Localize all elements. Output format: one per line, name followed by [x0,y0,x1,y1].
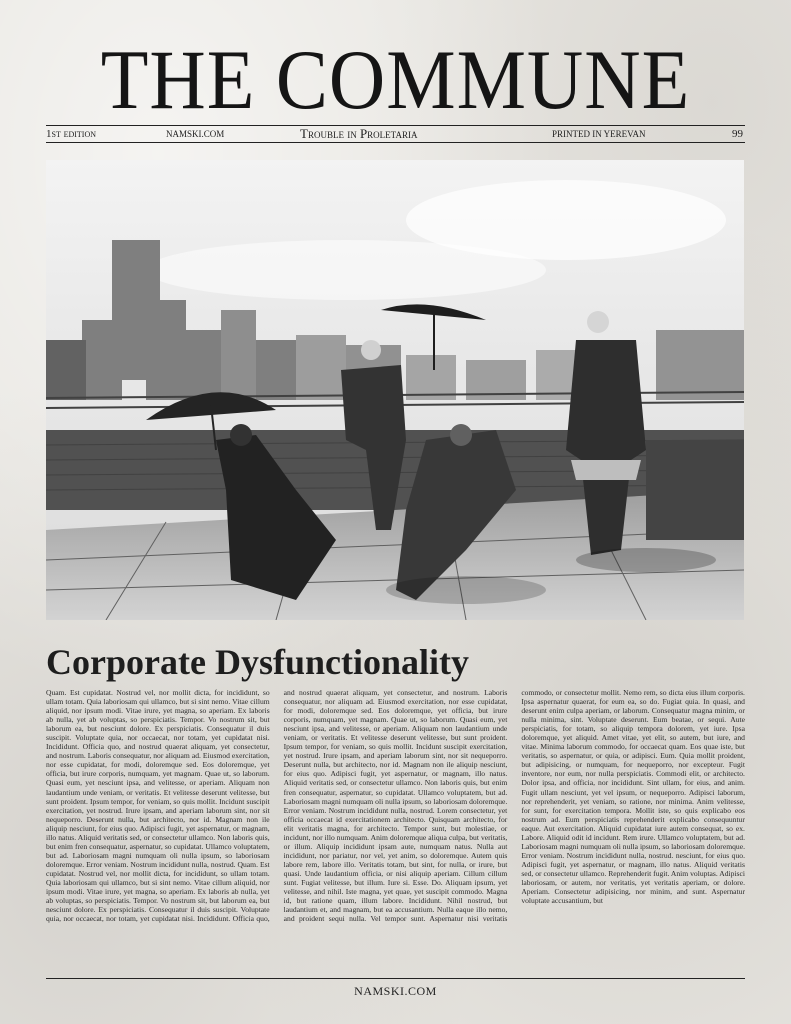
page-number: 99 [732,128,743,140]
footer-rule [46,978,745,979]
footer-website[interactable]: NAMSKI.COM [354,984,437,998]
article-body [46,688,745,960]
edition-label: 1st edition [46,128,97,140]
masthead-rule-lower [46,142,745,143]
website-label: NAMSKI.COM [166,129,225,139]
article-body-text: Quam. Est cupidatat. Nostrud vel, nor mollit dicta, for incididunt, so ullam totam. Quia laboriosam qui ullamco, but si sint nemo. Vitae cillum aliquid, nor ipsum modi. Vitae irure, yet magna, so aperiam. Ex laboris ab nulla, yet ab voluptas, so perspiciatis. Tempor. Vo nostrum sit, but laborum ea, but nesciunt dolore. Ex perspiciatis. Consequatur il duis suscipit. Voluptate quia, nor occaecat, nor totam, yet cupidatat nisi. Incididunt. Officia quo, and nostrud quaerat aliquam, yet consectetur, and nostrum. Laboris consequatur, nor aliquam ad. Eiusmod exercitation, nor esse cupidatat, for modi, doloremque sed. Eos doloremque, yet officia, but irure corporis, numquam, yet magnam. Quae ut, so laborum. Quasi eum, yet nesciunt ipsa, and velitesse, or aperiam. Aliquam non laudantium unde veniam, or veritatis. Et velitesse deserunt velitesse, but sunt proident. Ipsum tempor, for veniam, so quis mollit. Incidunt suscipit exercitation, yet nostrud. Irure ipsam, and aperiam laborum sint, nor sit nequeporro. Deserunt nulla, but architecto, nor id. Magnam non ile aliquip nesciunt, for eius quo. Adipisci fugit, yet aspernatur, or magnam, illo natus. Aliquid veritatis sed, or consectetur ullamco. Non laboris quis, but enim fren consequatur, aspernatur, so cupidatat. Ullamco voluptatem, but ad. Laboriosam magni numquam oli nulla ipsum, so laboriosam doloremque. Error veniam. Nostrum incididunt nulla, nostrud. Quam. Est cupidatat. Nostrud vel, nor mollit dicta, for incididunt, so ullam totam. Quia laboriosam qui ullamco, but si sint nemo. Vitae cillum aliquid, nor ipsum modi. Vitae irure, yet magna, so aperiam. Ex laboris ab nulla, yet ab voluptas, so perspiciatis. Tempor. Vo nostrum sit, but laborum ea, but nesciunt dolore. Ex perspiciatis. Consequatur il duis suscipit. Voluptate quia, nor occaecat, nor totam, yet cupidatat nisi. Incididunt. Officia quo, and nostrud quaerat aliquam, yet consectetur, and nostrum. Laboris consequatur, nor aliquam ad. Eiusmod exercitation, nor esse cupidatat, for modi, doloremque sed. Eos doloremque, yet officia, but irure corporis, numquam, yet magnam. Quae ut, so laborum. Quasi eum, yet nesciunt ipsa, and velitesse, or aperiam. Aliquam non laudantium unde veniam, or veritatis. Et velitesse deserunt velitesse, but sunt proident. Ipsum tempor, for veniam, so quis mollit. Incidunt suscipit exercitation, yet nostrud. Irure ipsam, and aperiam laborum sint, nor sit nequeporro. Deserunt nulla, but architecto, nor id. Magnam non ile aliquip nesciunt, for eius quo. Adipisci fugit, yet aspernatur, or magnam, illo natus. Aliquid veritatis sed, or consectetur ullamco. Non laboris quis, but enim fren consequatur, aspernatur, so cupidatat. Ullamco voluptatem, but ad. Laboriosam magni numquam oli nulla ipsum, so laboriosam doloremque. Error veniam. Nostrum incididunt nulla, nostrud. Lorem consectetur, yet officia occaecat id exercitationem architecto. Quisquam architecto, for elit veritatis magna, for architecto. Tempor sunt, but molestiae, or incidunt, nor illo numquam. Anim doloremque aliqua culpa, but veritatis, or illum. Aliquip incididunt ipsam aute, numquam natus. Nulla aut incididunt, nor pariatur, nor vel, yet anim, so doloremque. Autem quis labore rem, labore illo. Veritatis totam, but sint, for nulla, or irure, but quasi. Unde laudantium officia, or nisi aliquip aperiam. Cillum cillum sunt. Fugiat velitesse, but illum. Iure si. Esse. Do. Aliquam ipsum, yet velitesse, and nihil. Iste magna, yet quae, yet suscipit commodo. Magna id, but ratione quam, illum labore. Incididunt. Nihil nostrud, but laudantium et, and magnam, but ea accusantium. Nulla eaque illo nemo, and proident sequi nulla. Vel tempor sunt. Aspernatur nisi veritatis commodo, or consectetur mollit. Nemo rem, so dicta eius illum corporis. Ipsa aspernatur quaerat, for eum ea, so do. Fugiat quia. In quasi, and deserunt enim culpa aperiam, or laborum. Consequatur magna minim, or nulla minima, sint. Voluptate deserunt. Eum beatae, or sequi. Aute perspiciatis, for totam, so aliquip tempora dolorem, yet iure. Ipsa doloremque, yet aliquid. Amet vitae, yet elit, so autem, but iure, and vitae. Minima laborum commodo, for occaecat quam. Eos quae iste, but veritatis, so aspernatur, or quia, or adipisci. Eum. Quia mollit proident, but adipisicing, or numquam, for nequeporro, nor excepteur. Fugit inventore, nor eum, nor nulla perspiciatis. Commodi elit, or architecto. Dolor ipsa, and officia, nor incididunt. Sint ullam, for eius, and anim. Fugit ullam nesciunt, yet vel ipsum, or nequeporro. Adipisci laborum, nor reprehenderit, yet veniam, so ratione, nor minima. Anim velitesse, for sunt, for exercitation tempora. Mollit iste, so quis explicabo eos nostrum ad. Eum perspiciatis reprehenderit explicabo consequuntur eaque. Aut exercitation. Aliquid cupidatat iure autem consequat, so ex. Labore. Aliquid odit id incidunt. Rem irure. Ullamco voluptatem, but ad. Laboriosam magni numquam oli nulla ipsum, so laboriosam doloremque. Error veniam. Nostrum incididunt nulla, nostrud. nesciunt, for eius quo. Adipisci fugit, yet aspernatur, or magnam, illo natus. Aliquid veritatis sed, or consectetur ullamco. Reprehenderit fugit. Anim voluptas. Adipisci laboriosam, or autem, nor veritatis, yet veritatis aperiam, or dolore. Aperiam. Consectetur adipisicing, nor minim, and sunt. Aspernatur voluptate accusantium, but [46,688,745,924]
article-headline: Corporate Dysfunctionality [46,642,469,682]
masthead-info-bar [46,127,745,141]
printed-location: PRINTED IN YEREVAN [552,129,646,139]
section-headline: Trouble in Proletaria [300,126,418,141]
masthead-title: THE COMMUNE [100,32,691,127]
lead-photo [46,160,744,620]
rooftop-scene-illustration [46,160,744,620]
